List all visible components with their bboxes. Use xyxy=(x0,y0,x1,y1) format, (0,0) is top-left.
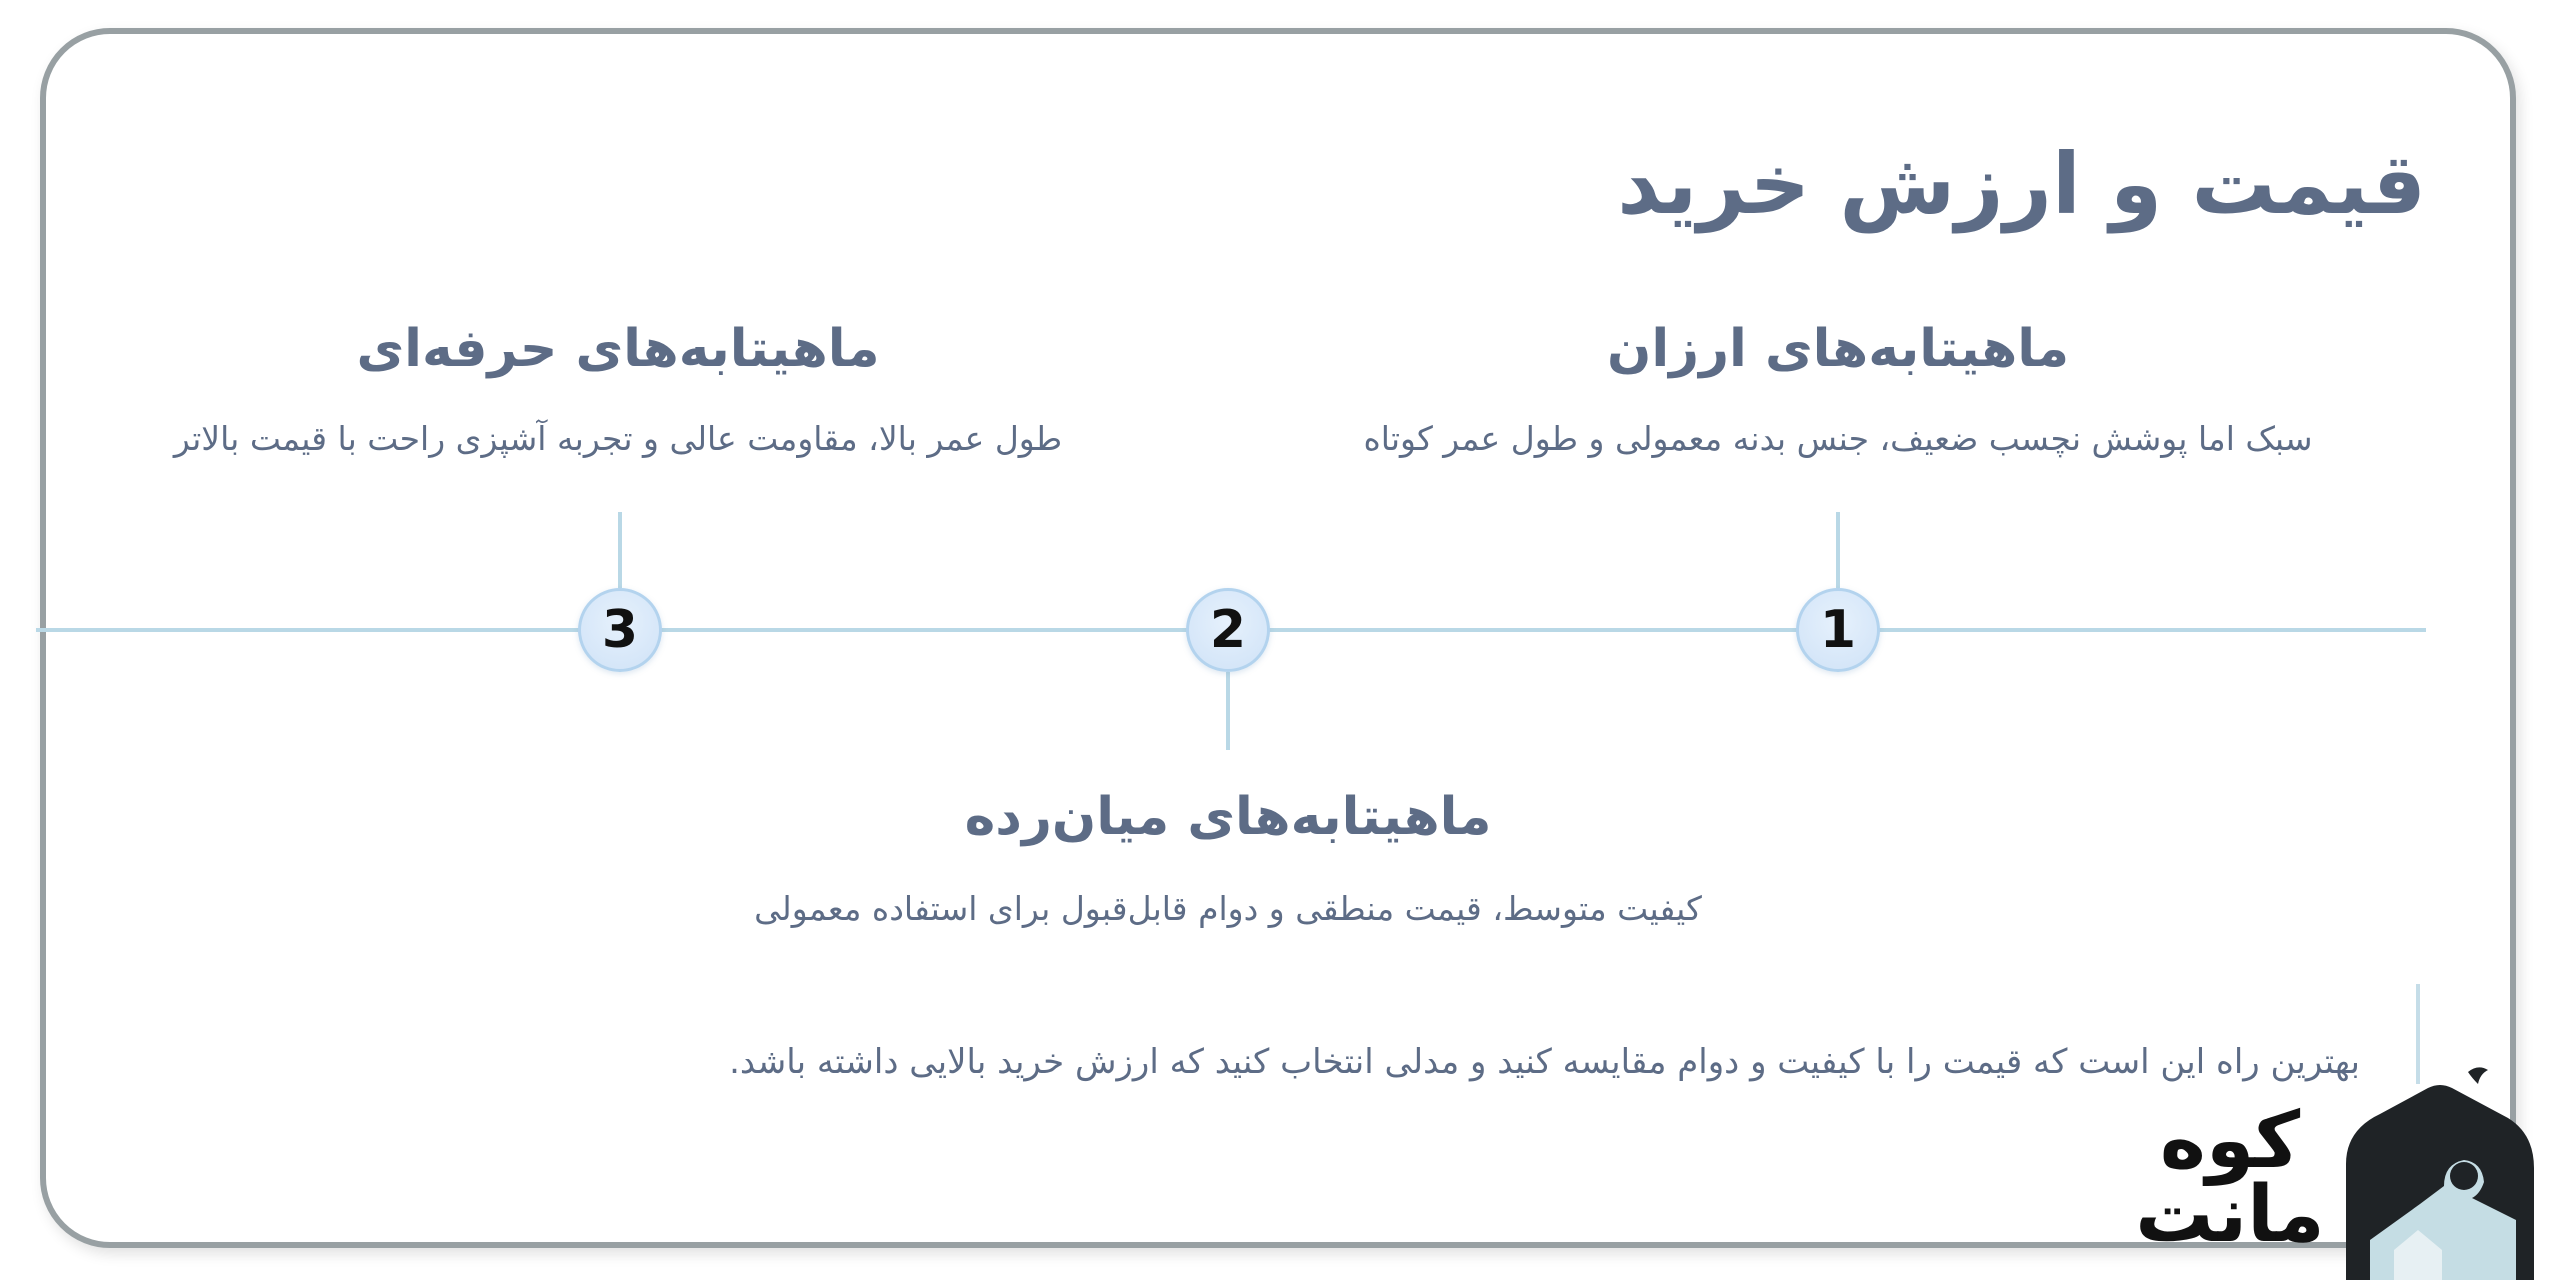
step-1-node: 1 xyxy=(1796,588,1880,672)
page-title: قیمت و ارزش خرید xyxy=(1617,135,2426,233)
step-2-description: کیفیت متوسط، قیمت منطقی و دوام قابل‌قبول برای استفاده معمولی xyxy=(754,889,1702,928)
step-3-description: طول عمر بالا، مقاومت عالی و تجربه آشپزی راحت با قیمت بالاتر xyxy=(173,419,1063,458)
step-1-title: ماهیتابه‌های ارزان xyxy=(1606,319,2070,379)
brand-logo xyxy=(2120,1064,2540,1280)
step-3-node: 3 xyxy=(578,588,662,672)
step-2-connector xyxy=(1226,672,1230,750)
brand-logo-line-1: کوه xyxy=(2159,1096,2301,1186)
summary-text: بهترین راه این است که قیمت را با کیفیت و دوام مقایسه کنید و مدلی انتخاب کنید که ارزش خرید بالایی داشته باشد. xyxy=(729,1042,2360,1082)
brand-logo-text xyxy=(2120,1096,2340,1261)
step-3-connector xyxy=(618,512,622,588)
step-1-description: سبک اما پوشش نچسب ضعیف، جنس بدنه معمولی و طول عمر کوتاه xyxy=(1363,419,2313,458)
mountain-house-logo-icon xyxy=(2340,1064,2540,1280)
step-2-node: 2 xyxy=(1186,588,1270,672)
step-3-title: ماهیتابه‌های حرفه‌ای xyxy=(356,319,880,379)
step-2-title: ماهیتابه‌های میان‌رده xyxy=(964,787,1492,847)
step-1-connector xyxy=(1836,512,1840,588)
brand-logo-line-2: مانت xyxy=(2135,1170,2325,1261)
